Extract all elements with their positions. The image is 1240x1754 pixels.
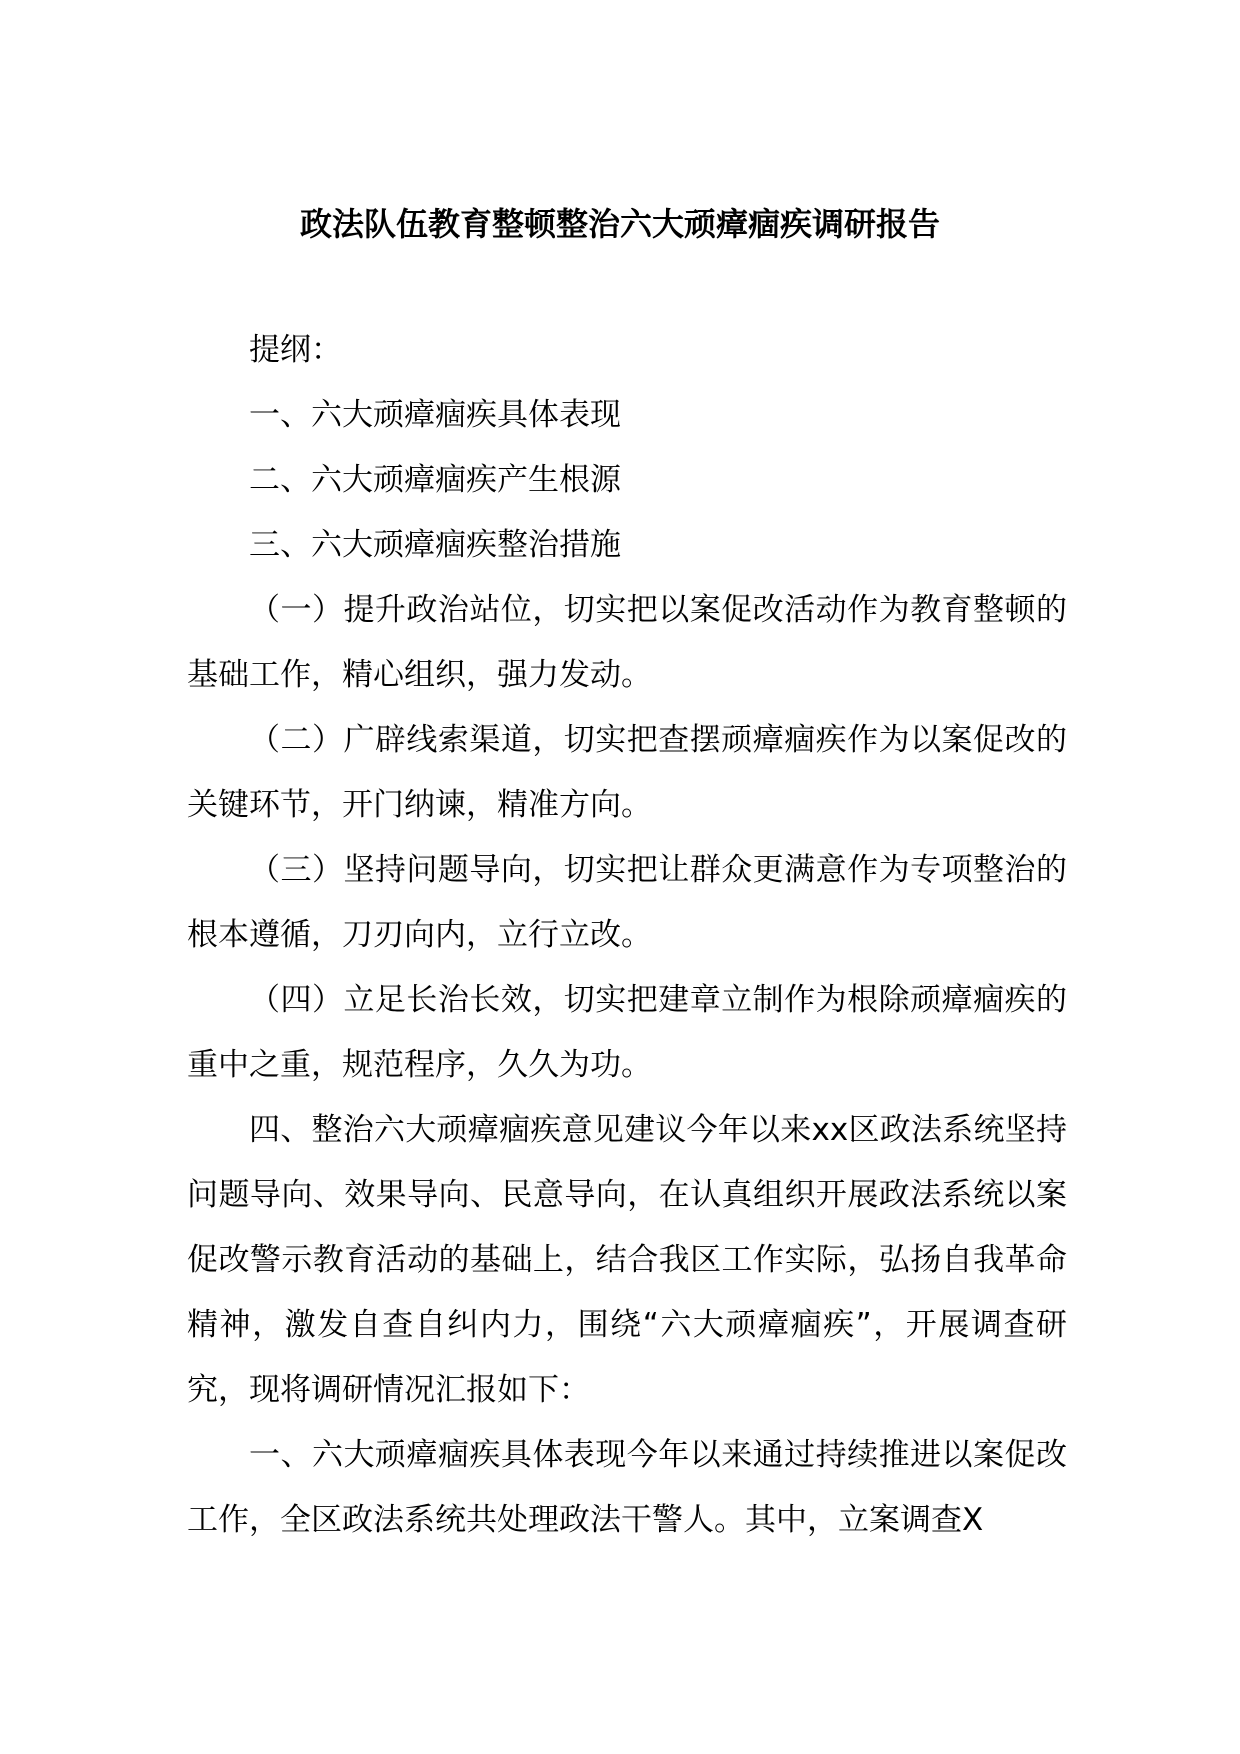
outline-item-2: 二、六大顽瘴痼疾产生根源	[249, 462, 621, 498]
outline-item-3: 三、六大顽瘴痼疾整治措施	[249, 527, 621, 563]
outline-label: 提纲：	[249, 332, 342, 368]
document-body	[187, 318, 1067, 1553]
suggestion-paragraph: 四、整治六大顽瘴痼疾意见建议今年以来xx区政法系统坚持问题导向、效果导向、民意导向，在认真组织开展政法系统以案促改警示教育活动的基础上，结合我区工作实际，弘扬自我革命精神，激发自查自纠内力，围绕“六大顽瘴痼疾”，开展调查研究，现将调研情况汇报如下：	[187, 1112, 1067, 1408]
measure-paragraph-4: （四）立足长治长效，切实把建章立制作为根除顽瘴痼疾的重中之重，规范程序，久久为功。	[187, 982, 1067, 1083]
measure-paragraph-3: （三）坚持问题导向，切实把让群众更满意作为专项整治的根本遵循，刀刃向内，立行立改。	[187, 852, 1067, 953]
measure-paragraph-1: （一）提升政治站位，切实把以案促改活动作为教育整顿的基础工作，精心组织，强力发动。	[187, 592, 1067, 693]
measure-paragraph-2: （二）广辟线索渠道，切实把查摆顽瘴痼疾作为以案促改的关键环节，开门纳谏，精准方向。	[187, 722, 1067, 823]
performance-paragraph: 一、六大顽瘴痼疾具体表现今年以来通过持续推进以案促改工作，全区政法系统共处理政法干警人。其中，立案调查X	[187, 1437, 1067, 1538]
document-title: 政法队伍教育整顿整治六大顽瘴痼疾调研报告	[299, 205, 940, 243]
outline-item-1: 一、六大顽瘴痼疾具体表现	[249, 397, 621, 433]
